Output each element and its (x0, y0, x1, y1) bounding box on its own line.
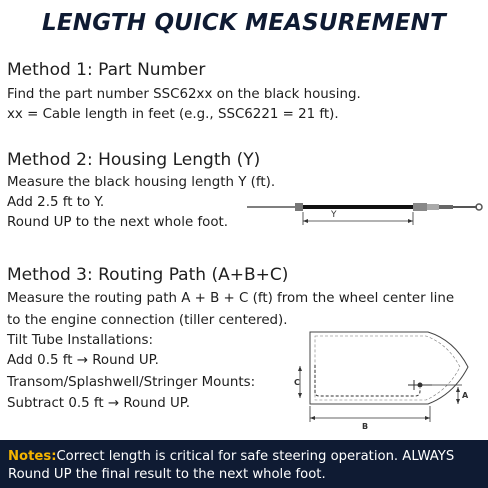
method3-line-2: to the engine connection (tiller centered). (7, 313, 288, 328)
method1-heading: Method 1: Part Number (7, 60, 206, 80)
notes-label: Notes: (8, 449, 57, 464)
notes-text-block (8, 448, 483, 484)
cable-housing-diagram (245, 195, 485, 230)
method3-line-6: Subtract 0.5 ft → Round UP. (7, 396, 191, 411)
notes-body: Correct length is critical for safe steering operation. ALWAYS Round UP the final result to the next whole foot. (8, 449, 455, 482)
page-title: LENGTH QUICK MEASUREMENT (42, 10, 446, 36)
dimension-b-label: B (362, 422, 369, 431)
method3-line-3: Tilt Tube Installations: (7, 333, 153, 348)
method2-line-2: Add 2.5 ft to Y. (7, 195, 105, 210)
method2-line-3: Round UP to the next whole foot. (7, 215, 229, 230)
method3-line-5: Transom/Splashwell/Stringer Mounts: (7, 375, 256, 390)
method2-heading: Method 2: Housing Length (Y) (7, 150, 261, 170)
boat-routing-diagram (290, 330, 480, 434)
housing-length-label: Y (331, 210, 337, 220)
method3-line-4: Add 0.5 ft → Round UP. (7, 353, 159, 368)
method3-heading: Method 3: Routing Path (A+B+C) (7, 265, 289, 285)
method2-line-1: Measure the black housing length Y (ft). (7, 175, 276, 190)
dimension-a-label: A (462, 391, 469, 400)
method1-line-1: Find the part number SSC62xx on the black housing. (7, 87, 361, 102)
method1-line-2: xx = Cable length in feet (e.g., SSC6221 = 21 ft). (7, 107, 339, 122)
method3-line-1: Measure the routing path A + B + C (ft) from the wheel center line (7, 291, 455, 306)
dimension-c-label: C (294, 378, 300, 387)
